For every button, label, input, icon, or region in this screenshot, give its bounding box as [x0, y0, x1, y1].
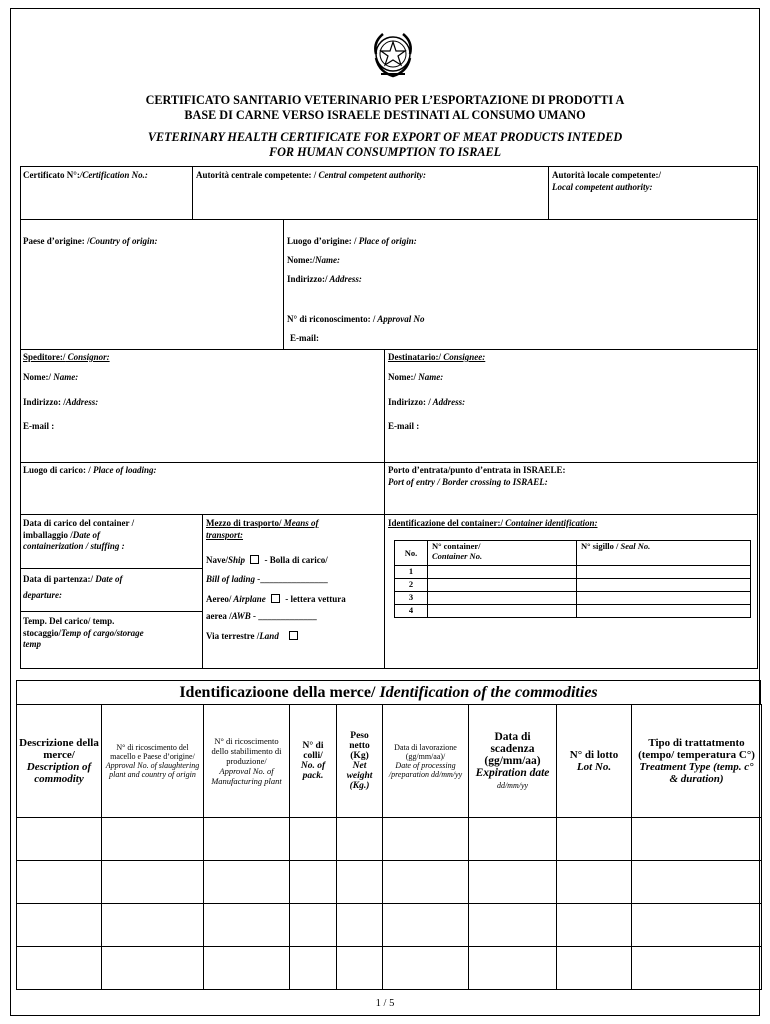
commodity-row: [17, 818, 762, 861]
commodities-title: Identificazioone della merce/ Identification of the commodities: [16, 680, 761, 705]
divider: [20, 568, 203, 569]
italian-republic-emblem-icon: [369, 28, 417, 80]
cell[interactable]: [204, 818, 290, 861]
cell[interactable]: [632, 818, 762, 861]
col-no: No.: [395, 541, 428, 566]
row-number: 4: [395, 605, 428, 618]
container-row: [395, 566, 751, 579]
cell[interactable]: [557, 904, 632, 947]
consignor-heading: Speditore:/ Consignor:: [23, 352, 110, 362]
cell[interactable]: [204, 947, 290, 990]
cell[interactable]: [337, 947, 383, 990]
cell[interactable]: [102, 904, 204, 947]
ship-checkbox[interactable]: [250, 555, 259, 564]
divider: [384, 462, 385, 515]
origin-email-field[interactable]: E-mail:: [290, 333, 319, 343]
cell[interactable]: [469, 818, 557, 861]
row-number: 3: [395, 592, 428, 605]
title-english-line1: VETERINARY HEALTH CERTIFICATE FOR EXPORT OF MEAT PRODUCTS INTEDED: [147, 130, 623, 144]
cell[interactable]: [290, 904, 337, 947]
divider: [20, 611, 203, 612]
cell[interactable]: [383, 861, 469, 904]
col-expiry-date: Data di scadenza (gg/mm/aa) Expiration date dd/mm/yy: [469, 705, 557, 818]
container-no-cell[interactable]: [428, 566, 577, 579]
cell[interactable]: [290, 861, 337, 904]
col-processing-date: Data di lavorazione (gg/mm/aa)/ Date of processing /preparation dd/mm/yy: [383, 705, 469, 818]
cell[interactable]: [17, 861, 102, 904]
cargo-temperature-field[interactable]: Temp. Del carico/ temp. stocaggio/Temp of cargo/storage temp: [23, 616, 144, 649]
consignee-email-field[interactable]: E-mail :: [388, 421, 420, 431]
cell[interactable]: [557, 818, 632, 861]
col-lot-number: N° di lotto Lot No.: [557, 705, 632, 818]
place-of-origin-field[interactable]: Luogo d’origine: / Place of origin:: [287, 236, 417, 246]
divider: [283, 219, 284, 350]
title-italian-line2: BASE DI CARNE VERSO ISRAELE DESTINATI AL CONSUMO UMANO: [184, 108, 586, 122]
seal-no-cell[interactable]: [577, 605, 751, 618]
col-net-weight: Peso netto (Kg) Net weight (Kg.): [337, 705, 383, 818]
cell[interactable]: [204, 861, 290, 904]
title-italian-line1: CERTIFICATO SANITARIO VETERINARIO PER L’ESPORTAZIONE DI PRODOTTI A: [145, 93, 625, 107]
consignee-name-field[interactable]: Nome:/ Name:: [388, 372, 444, 382]
cell[interactable]: [557, 947, 632, 990]
consignor-email-field[interactable]: E-mail :: [23, 421, 55, 431]
cell[interactable]: [383, 904, 469, 947]
container-table: [394, 540, 751, 618]
col-container-no: N° container/ Container No.: [428, 541, 577, 566]
container-row: [395, 592, 751, 605]
divider: [548, 166, 549, 220]
cell[interactable]: [469, 861, 557, 904]
col-seal-no: N° sigillo / Seal No.: [577, 541, 751, 566]
consignor-address-field[interactable]: Indirizzo: /Address:: [23, 397, 99, 407]
container-row: [395, 579, 751, 592]
cell[interactable]: [632, 947, 762, 990]
seal-no-cell[interactable]: [577, 592, 751, 605]
row-number: 2: [395, 579, 428, 592]
cell[interactable]: [469, 947, 557, 990]
cell[interactable]: [469, 904, 557, 947]
place-of-loading-field[interactable]: Luogo di carico: / Place of loading:: [23, 465, 157, 475]
origin-address-field[interactable]: Indirizzo:/ Address:: [287, 274, 362, 284]
commodity-row: [17, 904, 762, 947]
cell[interactable]: [632, 861, 762, 904]
port-of-entry-field[interactable]: Porto d’entrata/punto d’entrata in ISRAELE: Port of entry / Border crossing to ISRAEL:: [388, 465, 566, 487]
land-checkbox[interactable]: [289, 631, 298, 640]
commodities-header-row: [17, 705, 762, 818]
departure-date-field[interactable]: Data di partenza:/ Date of departure:: [23, 574, 123, 600]
title-english-line2: FOR HUMAN CONSUMPTION TO ISRAEL: [268, 145, 502, 159]
origin-name-field[interactable]: Nome:/Name:: [287, 255, 340, 265]
cell[interactable]: [17, 904, 102, 947]
bill-of-lading-field[interactable]: Bill of lading -_______________: [206, 574, 328, 584]
approval-number-field[interactable]: N° di riconoscimento: / Approval No: [287, 314, 425, 324]
certificate-number-field[interactable]: Certificato N°:/Certification No.:: [23, 170, 148, 180]
cell[interactable]: [102, 818, 204, 861]
cell[interactable]: [337, 904, 383, 947]
page-number: 1 / 5: [375, 998, 395, 1009]
col-description: Descrizione della merce/ Description of commodity: [17, 705, 102, 818]
transport-airplane-option[interactable]: Aereo/ Airplane - lettera vettura: [206, 594, 346, 604]
seal-no-cell[interactable]: [577, 566, 751, 579]
cell[interactable]: [557, 861, 632, 904]
cell[interactable]: [337, 861, 383, 904]
divider: [202, 514, 203, 669]
cell[interactable]: [632, 904, 762, 947]
cell[interactable]: [383, 947, 469, 990]
container-date-field[interactable]: Data di carico del container / imballaggio /Date of containerization / stuffing :: [23, 518, 135, 551]
consignee-address-field[interactable]: Indirizzo: / Address:: [388, 397, 466, 407]
container-table-header: [395, 541, 751, 566]
central-authority-field[interactable]: Autorità centrale competente: / Central competent authority:: [196, 170, 426, 180]
cell[interactable]: [337, 818, 383, 861]
consignee-heading: Destinatario:/ Consignee:: [388, 352, 486, 362]
col-packs: N° di colli/ No. of pack.: [290, 705, 337, 818]
airplane-checkbox[interactable]: [271, 594, 280, 603]
cell[interactable]: [383, 818, 469, 861]
commodities-table: [16, 704, 762, 990]
col-treatment: Tipo di trattatmento (tempo/ temperatura C°) Treatment Type (temp. c° & duration): [632, 705, 762, 818]
transport-ship-option[interactable]: Nave/Ship - Bolla di carico/: [206, 555, 328, 565]
cell[interactable]: [102, 947, 204, 990]
cell[interactable]: [17, 947, 102, 990]
commodity-row: [17, 947, 762, 990]
transport-land-option[interactable]: Via terrestre /Land: [206, 631, 301, 643]
awb-field[interactable]: aerea /AWB - _____________: [206, 611, 317, 621]
container-row: [395, 605, 751, 618]
cell[interactable]: [102, 861, 204, 904]
divider: [384, 349, 385, 463]
container-no-cell[interactable]: [428, 579, 577, 592]
divider: [384, 514, 385, 669]
cell[interactable]: [290, 818, 337, 861]
consignor-name-field[interactable]: Nome:/ Name:: [23, 372, 79, 382]
local-authority-field[interactable]: Autorità locale competente:/ Local competent authority:: [552, 170, 661, 192]
seal-no-cell[interactable]: [577, 579, 751, 592]
container-identification-heading: Identificazione del container:/ Container identification:: [388, 518, 598, 528]
commodity-row: [17, 861, 762, 904]
container-no-cell[interactable]: [428, 592, 577, 605]
cell[interactable]: [204, 904, 290, 947]
row-number: 1: [395, 566, 428, 579]
container-no-cell[interactable]: [428, 605, 577, 618]
cell[interactable]: [17, 818, 102, 861]
cell[interactable]: [290, 947, 337, 990]
col-slaughter-approval: N° di ricoscimento del macello e Paese d’origine/ Approval No. of slaughtering plant and country of origin: [102, 705, 204, 818]
country-of-origin-field[interactable]: Paese d’origine: /Country of origin:: [23, 236, 158, 246]
means-of-transport-heading: Mezzo di trasporto/ Means of transport:: [206, 518, 319, 540]
divider: [192, 166, 193, 220]
col-plant-approval: N° di ricoscimento dello stabilimento di produzione/ Approval No. of Manufacturing plant: [204, 705, 290, 818]
